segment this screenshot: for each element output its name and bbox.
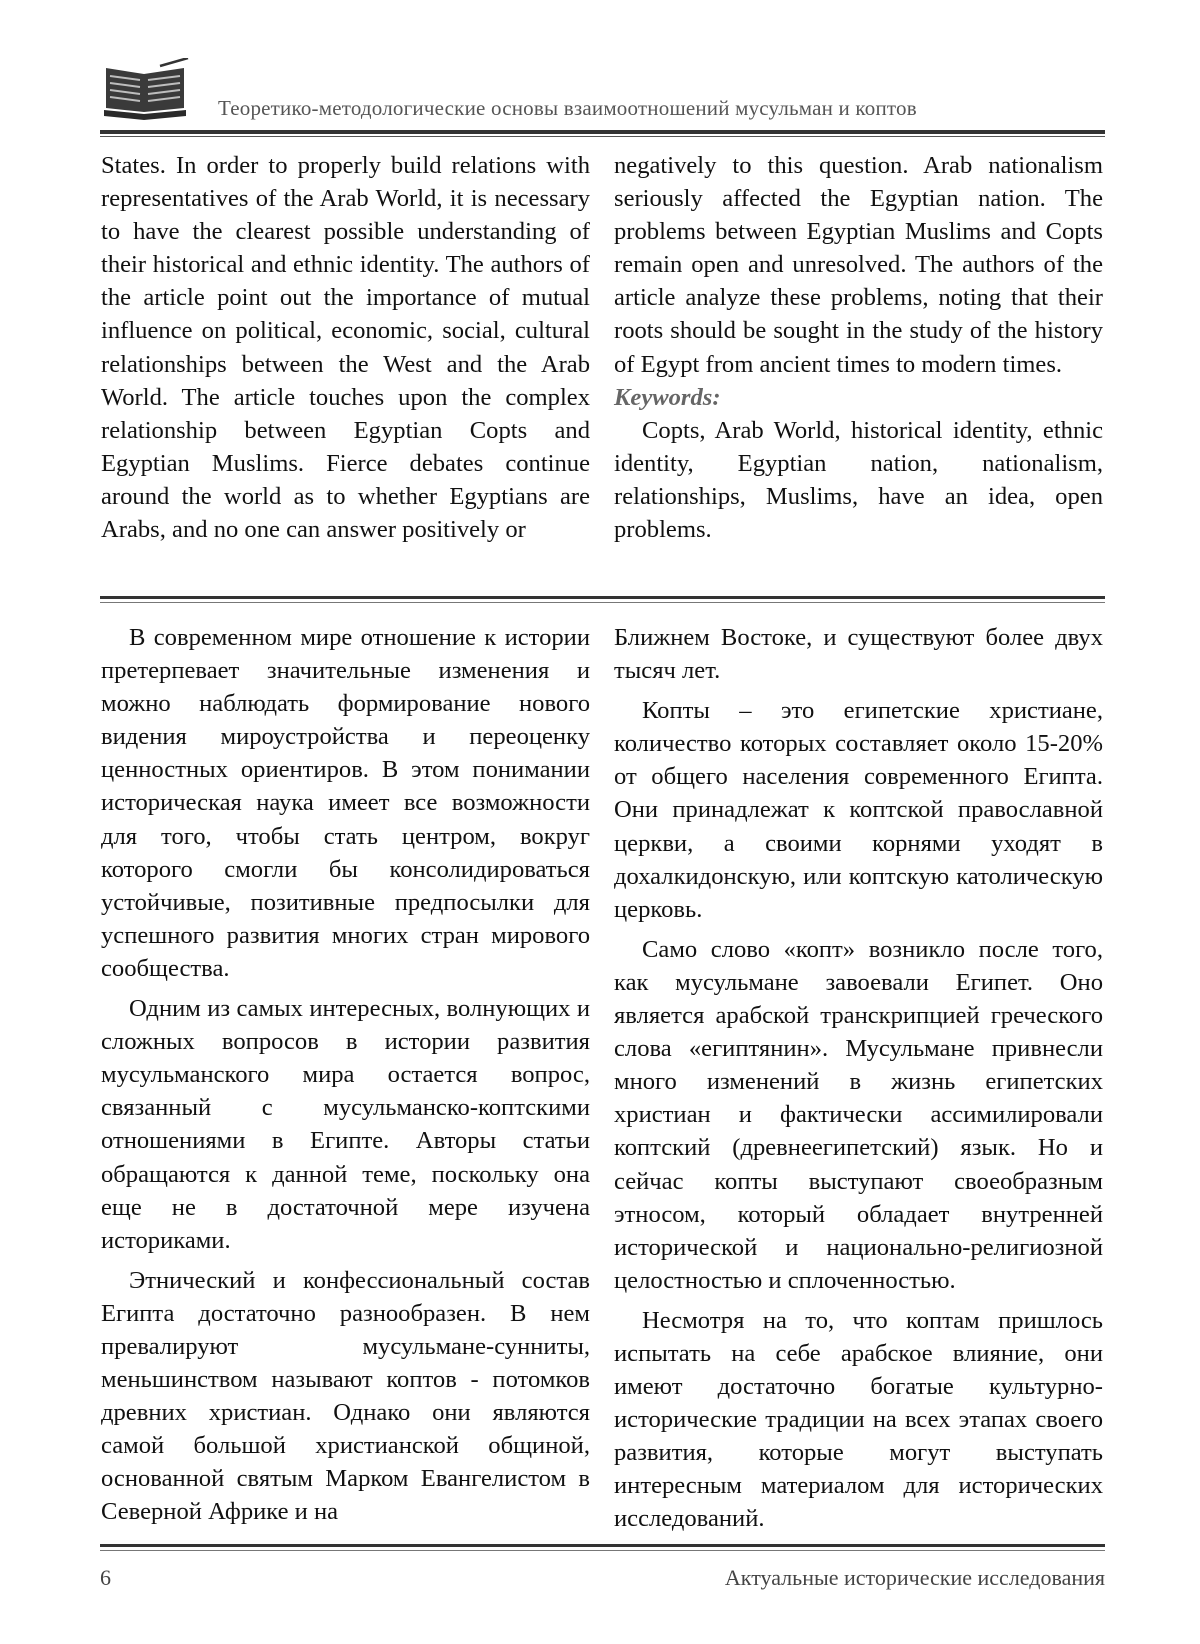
abstract-text-left: States. In order to properly build relations with representatives of the Arab World, it is necessary to have the clearest possible understanding of their historical and ethnic identity. The authors of the article point out the importance of mutual influence on political, economic, social, cultural relationships between the West and the Arab World. The article touches upon the complex relationship between Egyptian Copts and Egyptian Muslims. Fierce debates continue around the world as to whether Egyptians are Arabs, and no one can answer positively or bbox=[101, 149, 590, 546]
paragraph: Само слово «копт» возникло после того, как мусульмане завоевали Египет. Оно является арабской транскрипцией греческого слова «египтянин». Мусульмане привнесли много изменений в жизнь египетских христиан и фактически ассимилировали коптский (древнеегипетский) язык. Но и сейчас копты выступают своеобразным этносом, который обладает внутренней исторической и национально-религиозной целостностью и сплоченностью. bbox=[614, 933, 1103, 1297]
open-book-icon bbox=[100, 58, 190, 120]
header-rule bbox=[100, 130, 1105, 134]
paragraph: Копты – это египетские христиане, количество которых составляет около 15-20% от общего населения современного Египта. Они принадлежат к коптской православной церкви, а своими корнями уходят в дохалкидонскую, или коптскую католическую церковь. bbox=[614, 694, 1103, 926]
paragraph: В современном мире отношение к истории претерпевает значительные изменения и можно наблюдать формирование нового видения мироустройства и переоценку ценностных ориентиров. В этом понимании историческая наука имеет все возможности для того, чтобы стать центром, вокруг которого смогли бы консолидироваться устойчивые, позитивные предпосылки для успешного развития многих стран мирового сообщества. bbox=[101, 621, 590, 985]
paragraph: Несмотря на то, что коптам пришлось испытать на себе арабское влияние, они имеют достаточно богатые культурно-исторические традиции на всех этапах своего развития, которые могут выступать интересным материалом для исторических исследований. bbox=[614, 1304, 1103, 1536]
page-header bbox=[100, 58, 1105, 134]
body-right-column bbox=[614, 621, 1103, 1543]
section-divider bbox=[100, 596, 1105, 599]
keywords-text: Copts, Arab World, historical identity, ethnic identity, Egyptian nation, nationalism, relationships, Muslims, have an idea, open problems. bbox=[614, 414, 1103, 546]
page-number: 6 bbox=[100, 1565, 111, 1591]
keywords-label: Keywords: bbox=[614, 384, 721, 411]
running-title: Теоретико-методологические основы взаимоотношений мусульман и коптов bbox=[218, 96, 917, 121]
abstract-left-column bbox=[101, 149, 590, 546]
paragraph-continuation: Ближнем Востоке, и существуют более двух тысяч лет. bbox=[614, 621, 1103, 687]
body-left-column bbox=[101, 621, 590, 1536]
paragraph: Этнический и конфессиональный состав Египта достаточно разнообразен. В нем превалируют мусульмане-сунниты, меньшинством называют коптов - потомков древних христиан. Однако они являются самой большой христианской общиной, основанной святым Марком Евангелистом в Северной Африке и на bbox=[101, 1264, 590, 1529]
abstract-text-right: negatively to this question. Arab nationalism seriously affected the Egyptian nation. The problems between Egyptian Muslims and Copts remain open and unresolved. The authors of the article analyze these problems, noting that their roots should be sought in the study of the history of Egypt from ancient times to modern times. bbox=[614, 149, 1103, 381]
footer-rule bbox=[100, 1544, 1105, 1547]
footer-rule-thin bbox=[100, 1550, 1105, 1551]
abstract-right-column bbox=[614, 149, 1103, 546]
section-divider-thin bbox=[100, 602, 1105, 603]
paragraph: Одним из самых интересных, волнующих и сложных вопросов в истории развития мусульманского мира остается вопрос, связанный с мусульманско-коптскими отношениями в Египте. Авторы статьи обращаются к данной теме, поскольку она еще не в достаточной мере изучена историками. bbox=[101, 992, 590, 1257]
header-rule-thin bbox=[100, 136, 1105, 137]
journal-name: Актуальные исторические исследования bbox=[725, 1565, 1105, 1591]
